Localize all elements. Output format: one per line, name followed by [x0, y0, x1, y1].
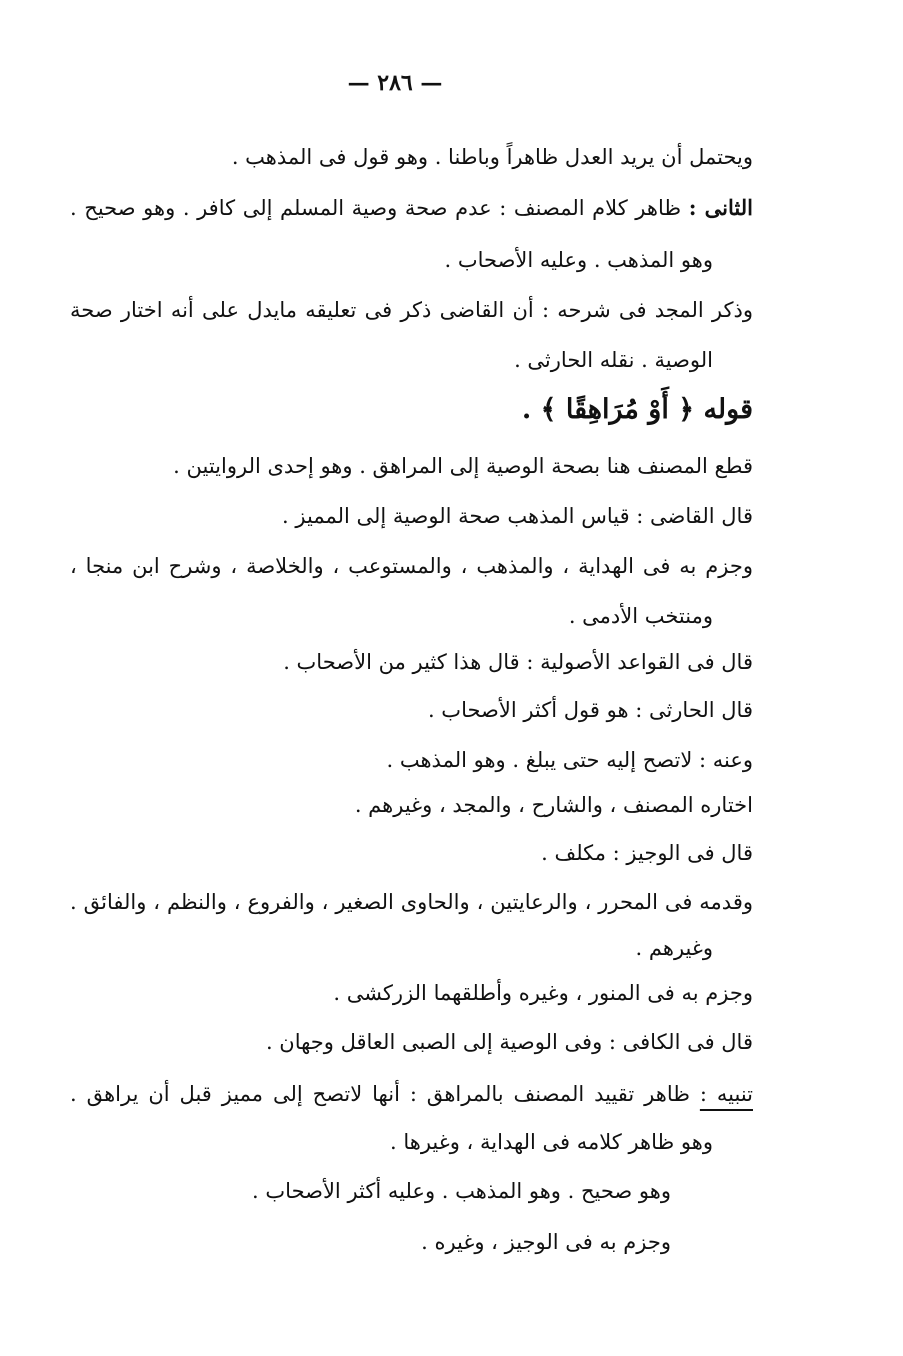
text-line-18: وجزم به فى المنور ، وغيره وأطلقهما الزركشى . [333, 981, 753, 1005]
text-line-14: اختاره المصنف ، والشارح ، والمجد ، وغيرهم . [354, 793, 753, 817]
text-line-22: وهو صحيح . وهو المذهب . وعليه أكثر الأصحاب . [252, 1179, 671, 1203]
text-line-16: وقدمه فى المحرر ، والرعايتين ، والحاوى الصغير ، والفروع ، والنظم ، والفائق . [70, 890, 753, 914]
text-line-11: قال فى القواعد الأصولية : قال هذا كثير من الأصحاب . [283, 650, 753, 674]
text-line-12: قال الحارثى : هو قول أكثر الأصحاب . [427, 698, 753, 722]
quote-heading: قوله ﴿ أَوْ مُرَاهِقًا ﴾ . [521, 394, 753, 425]
text-line-7: قطع المصنف هنا بصحة الوصية إلى المراهق . وهو إحدى الروايتين . [173, 454, 753, 478]
text-line-13: وعنه : لاتصح إليه حتى يبلغ . وهو المذهب . [386, 748, 753, 772]
text-line-17: وغيرهم . [635, 936, 713, 960]
text-line-2 [70, 188, 753, 228]
text-line-3: وهو المذهب . وعليه الأصحاب . [444, 248, 713, 272]
text-line-19: قال فى الكافى : وفى الوصية إلى الصبى العاقل وجهان . [265, 1030, 753, 1054]
page-number: — ٢٨٦ — [347, 70, 443, 96]
text-line-9: وجزم به فى الهداية ، والمذهب ، والمستوعب ، والخلاصة ، وشرح ابن منجا ، [70, 554, 753, 578]
text-line-21: وهو ظاهر كلامه فى الهداية ، وغيرها . [390, 1130, 713, 1154]
text-line-23: وجزم به فى الوجيز ، وغيره . [421, 1230, 671, 1254]
text-line-4: وذكر المجد فى شرحه : أن القاضى ذكر فى تعليقه مايدل على أنه اختار صحة [70, 298, 753, 322]
text-line-20-body: ظاهر تقييد المصنف بالمراهق : أنها لاتصح إلى مميز قبل أن يراهق . [70, 1082, 700, 1106]
section-label-note: تنبيه : [699, 1082, 753, 1106]
text-line-8: قال القاضى : قياس المذهب صحة الوصية إلى المميز . [282, 504, 753, 528]
text-line-20 [70, 1074, 753, 1114]
section-label-second: الثانى : [688, 195, 753, 220]
text-line-5: الوصية . نقله الحارثى . [514, 348, 713, 372]
text-line-2-body: ظاهر كلام المصنف : عدم صحة وصية المسلم إلى كافر . وهو صحيح . [70, 196, 689, 220]
text-line-1: ويحتمل أن يريد العدل ظاهراً وباطنا . وهو قول فى المذهب . [231, 145, 753, 169]
text-line-10: ومنتخب الأدمى . [568, 604, 713, 628]
text-line-15: قال فى الوجيز : مكلف . [541, 841, 753, 865]
